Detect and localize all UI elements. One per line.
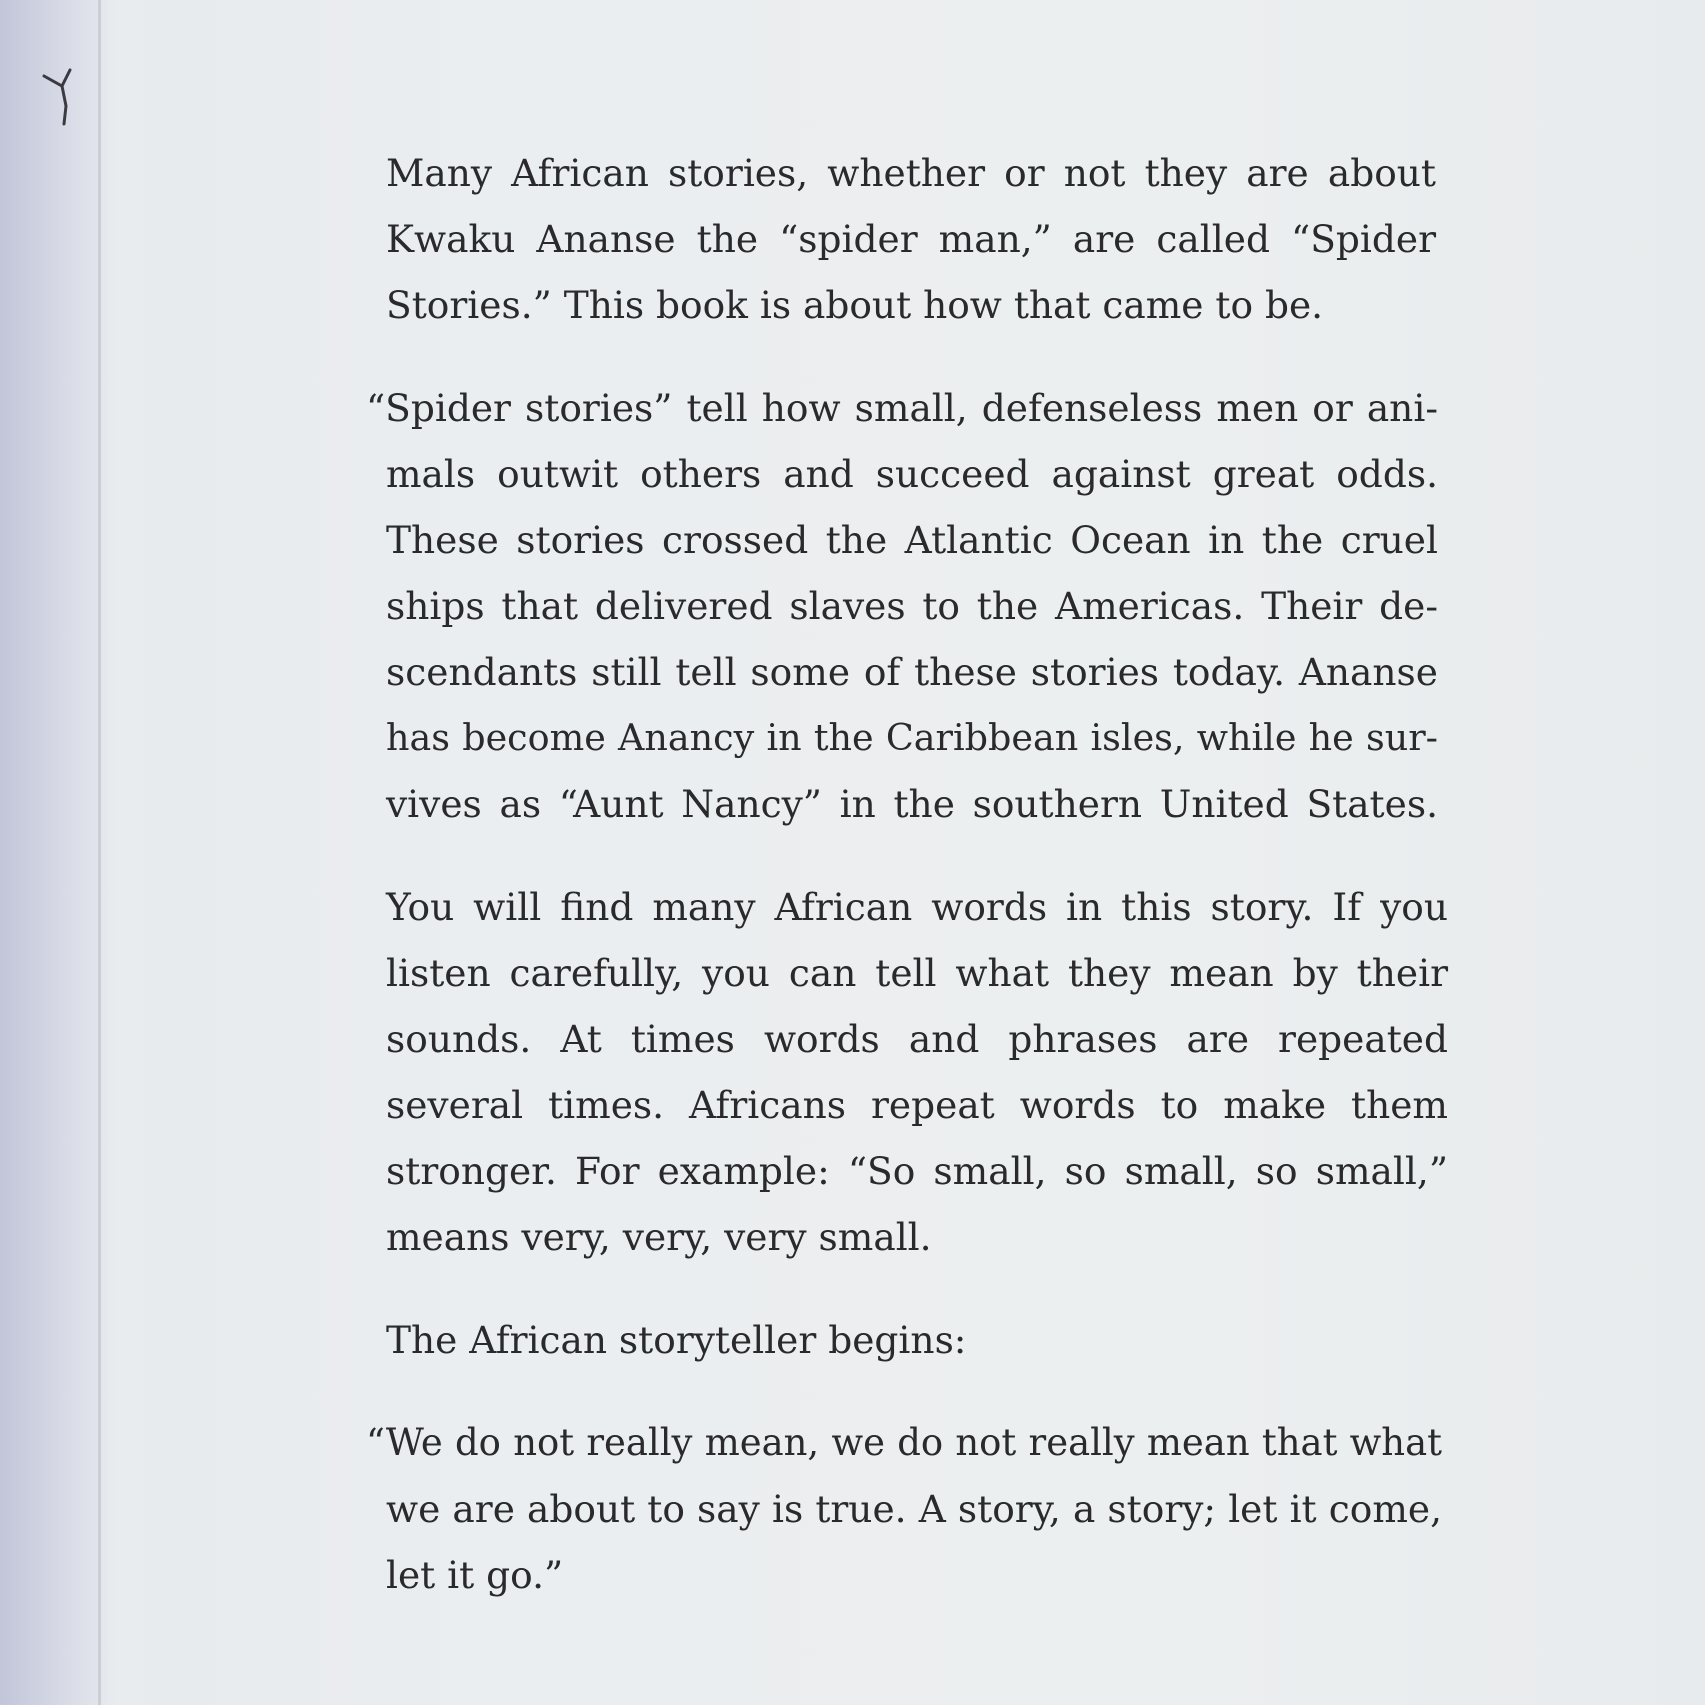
page-gutter-shadow (0, 0, 120, 1705)
paragraph-quote (366, 1410, 1442, 1608)
text-line: vives as “Aunt Nancy” in the southern United States. (386, 782, 1438, 826)
text-line: The African storyteller begins: (386, 1318, 967, 1362)
text-line: These stories crossed the Atlantic Ocean in the cruel (386, 518, 1438, 562)
text-line: stronger. For example: “So small, so small, so small,” (386, 1149, 1448, 1193)
text-line: “Spider stories” tell how small, defenseless men or ani- (366, 386, 1438, 430)
paragraph-african-words (386, 874, 1448, 1270)
text-line: mals outwit others and succeed against great odds. (386, 452, 1438, 496)
text-line: Stories.” This book is about how that came to be. (386, 283, 1324, 327)
text-line: “We do not really mean, we do not really mean that what (366, 1421, 1442, 1464)
text-line: ships that delivered slaves to the Americas. Their de- (386, 584, 1438, 628)
text-line: let it go.” (386, 1553, 564, 1597)
text-line: Many African stories, whether or not they are about (386, 151, 1436, 195)
text-line: means very, very, very small. (386, 1215, 932, 1259)
text-line: Kwaku Ananse the “spider man,” are called “Spider (386, 217, 1436, 261)
pen-mark (40, 66, 90, 136)
text-line: we are about to say is true. A story, a story; let it come, (386, 1487, 1442, 1531)
text-line: You will find many African words in this story. If you (386, 885, 1448, 929)
text-line: several times. Africans repeat words to make them (386, 1083, 1448, 1127)
text-line: has become Anancy in the Caribbean isles, while he sur- (386, 716, 1438, 759)
paragraph-storyteller (386, 1307, 1448, 1373)
paragraph-intro (386, 140, 1436, 338)
paragraph-spider-stories (366, 375, 1438, 837)
page-text (366, 140, 1458, 1608)
text-line: sounds. At times words and phrases are repeated (386, 1017, 1448, 1061)
text-line: listen carefully, you can tell what they mean by their (386, 951, 1448, 995)
page-crease (98, 0, 101, 1705)
text-line: scendants still tell some of these stories today. Ananse (386, 650, 1438, 694)
